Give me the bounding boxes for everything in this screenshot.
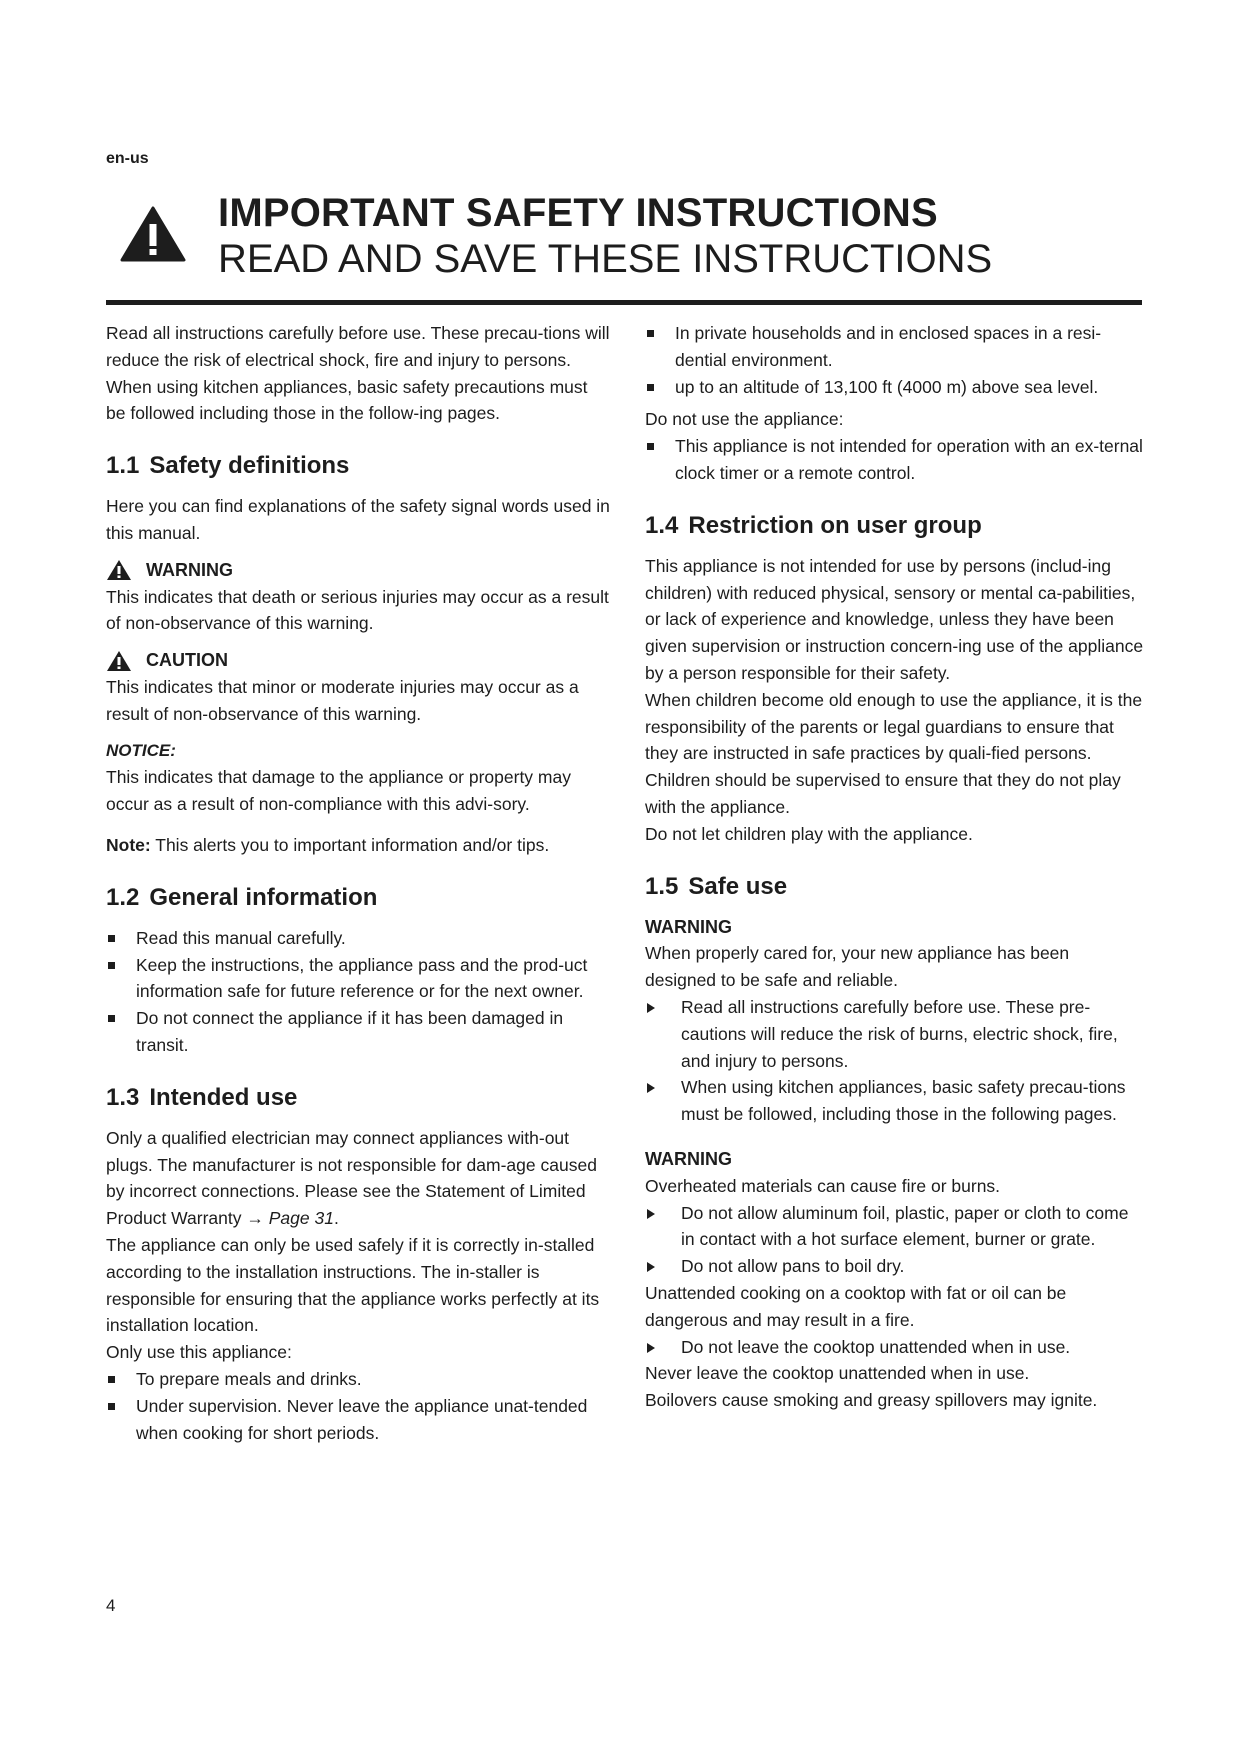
restriction-paragraph: This appliance is not intended for use by persons (includ-ing children) with reduced physical, sensory or mental ca-pabilities, or lack of experience and knowledge, unless they have been given supervision or instruction concern-ing use of the appliance by a person responsible for their safety. xyxy=(645,555,1144,683)
warning-label: WARNING xyxy=(645,916,732,937)
list-item: up to an altitude of 13,100 ft (4000 m) above sea level. xyxy=(645,374,1145,401)
restriction-paragraph: When children become old enough to use the appliance, it is the responsibility of the parents or legal guardians to ensure that they are instructed in safe practices by quali-fied persons. xyxy=(645,689,1143,764)
safe-use-paragraph: Unattended cooking on a cooktop with fat or oil can be dangerous and may result in a fire. xyxy=(645,1282,1067,1330)
section-text: Here you can find explanations of the safety signal words used in this manual. xyxy=(106,496,610,543)
list-item: Do not connect the appliance if it has been damaged in transit. xyxy=(106,1005,610,1059)
caution-signal xyxy=(106,647,610,674)
section-heading-1-1: 1.1 Safety definitions xyxy=(106,452,350,480)
warning-signal xyxy=(106,557,610,584)
do-not-use-paragraph: Do not use the appliance: xyxy=(645,409,844,430)
note-paragraph: Note: This alerts you to important information and/or tips. xyxy=(106,834,550,855)
list-item: This appliance is not intended for operation with an ex-ternal clock timer or a remote control. xyxy=(645,433,1145,487)
intended-use-list xyxy=(106,1366,610,1446)
warning-label: WARNING xyxy=(645,1148,732,1169)
section-heading-1-5: 1.5 Safe use xyxy=(645,872,788,900)
notice-text: This indicates that damage to the appliance or property may occur as a result of non-compliance with this advi-sory. xyxy=(106,767,571,815)
left-column xyxy=(106,320,610,1446)
safe-use-paragraph: Boilovers cause smoking and greasy spillovers may ignite. xyxy=(645,1390,1098,1411)
caution-label: CAUTION xyxy=(146,650,228,671)
header-title: IMPORTANT SAFETY INSTRUCTIONS xyxy=(218,191,938,235)
header-divider xyxy=(106,300,1142,305)
list-item: Read this manual carefully. xyxy=(106,925,610,952)
intro-paragraph: Read all instructions carefully before use. These precau-tions will reduce the risk of electrical shock, fire and injury to persons. When using kitchen appliances, basic safety precautions must be followed including those in the follow-ing pages. xyxy=(106,323,610,424)
list-item: To prepare meals and drinks. xyxy=(106,1366,610,1393)
list-item: Keep the instructions, the appliance pass and the prod-uct information safe for future reference or for the next owner. xyxy=(106,952,610,1006)
notice-label: NOTICE: xyxy=(106,740,176,760)
usage-environment-list xyxy=(645,320,1145,400)
safe-use-paragraph: When properly cared for, your new appliance has been designed to be safe and reliable. xyxy=(645,943,1070,991)
safe-use-paragraph: Overheated materials can cause fire or burns. xyxy=(645,1175,1001,1196)
safe-use-list xyxy=(645,1200,1145,1280)
only-use-paragraph: Only use this appliance: xyxy=(106,1342,292,1363)
list-item: Read all instructions carefully before use. These pre-cautions will reduce the risk of burns, electric shock, fire, and injury to persons. xyxy=(645,994,1145,1074)
caution-text: This indicates that minor or moderate injuries may occur as a result of non-observance of this warning. xyxy=(106,676,579,724)
do-not-use-list xyxy=(645,433,1145,487)
warning-label: WARNING xyxy=(146,559,233,580)
general-info-list xyxy=(106,925,610,1059)
section-heading-1-3: 1.3 Intended use xyxy=(106,1083,298,1111)
safe-use-list xyxy=(645,994,1145,1128)
list-item: Do not allow aluminum foil, plastic, paper or cloth to come in contact with a hot surface element, burner or grate. xyxy=(645,1200,1145,1254)
restriction-paragraph: Children should be supervised to ensure that they do not play with the appliance. xyxy=(645,770,1121,817)
list-item: Under supervision. Never leave the appliance unat-tended when cooking for short periods. xyxy=(106,1393,610,1447)
warning-triangle-icon xyxy=(120,206,186,262)
section-heading-1-2: 1.2 General information xyxy=(106,883,378,911)
header-subtitle: READ AND SAVE THESE INSTRUCTIONS xyxy=(218,237,993,281)
warning-triangle-icon xyxy=(106,559,132,581)
list-item: In private households and in enclosed spaces in a resi-dential environment. xyxy=(645,320,1145,374)
safe-use-list xyxy=(645,1334,1145,1361)
arrow-icon: → xyxy=(246,1208,264,1229)
section-heading-1-4: 1.4 Restriction on user group xyxy=(645,511,982,539)
list-item: When using kitchen appliances, basic safety precau-tions must be followed, including those in the following pages. xyxy=(645,1074,1145,1128)
list-item: Do not allow pans to boil dry. xyxy=(645,1253,1145,1280)
page-number: 4 xyxy=(106,1596,116,1615)
list-item: Do not leave the cooktop unattended when in use. xyxy=(645,1334,1145,1361)
intended-use-paragraph: Only a qualified electrician may connect appliances with-out plugs. The manufacturer is not responsible for dam-age caused by incorrect connections. Please see the Statement of Limited Product Warranty → Page 31. xyxy=(106,1127,597,1229)
warning-triangle-icon xyxy=(106,650,132,672)
page-header xyxy=(218,190,992,282)
right-column xyxy=(645,320,1145,1414)
safe-use-paragraph: Never leave the cooktop unattended when in use. xyxy=(645,1363,1030,1384)
page-reference-link[interactable]: Page 31 xyxy=(268,1208,334,1229)
warning-text: This indicates that death or serious injuries may occur as a result of non-observance of this warning. xyxy=(106,586,609,634)
restriction-paragraph: Do not let children play with the appliance. xyxy=(645,823,973,844)
language-code: en-us xyxy=(106,150,149,167)
installation-paragraph: The appliance can only be used safely if it is correctly in-stalled according to the installation instructions. The in-staller is responsible for ensuring that the appliance works perfectly at its installation location. xyxy=(106,1234,600,1336)
